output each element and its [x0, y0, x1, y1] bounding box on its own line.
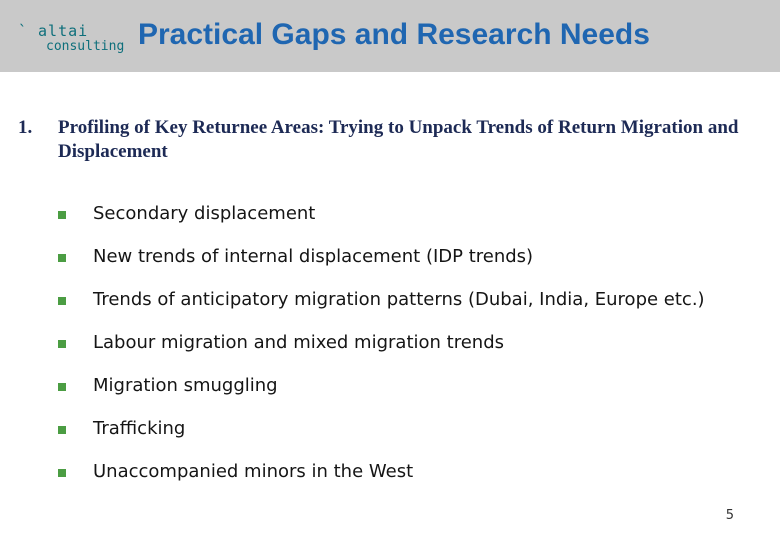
logo-top-row	[18, 24, 124, 40]
slide-title: Practical Gaps and Research Needs	[138, 18, 650, 51]
bullet-text: Labour migration and mixed migration trends	[93, 332, 505, 353]
bullet-list	[58, 192, 758, 493]
bullet-item	[58, 235, 758, 278]
bullet-item	[58, 450, 758, 493]
bullet-text: Unaccompanied minors in the West	[93, 461, 414, 482]
square-bullet-icon	[58, 340, 66, 348]
square-bullet-icon	[58, 254, 66, 262]
logo-brand-name: altai	[38, 22, 89, 40]
bullet-text: Trends of anticipatory migration patterns (Dubai, India, Europe etc.)	[93, 289, 705, 310]
header-bar	[0, 0, 780, 72]
bullet-item	[58, 407, 758, 450]
altai-consulting-logo	[18, 24, 124, 53]
square-bullet-icon	[58, 469, 66, 477]
logo-mark: `	[18, 22, 29, 40]
bullet-item	[58, 321, 758, 364]
bullet-item	[58, 364, 758, 407]
bullet-text: New trends of internal displacement (IDP trends)	[93, 246, 534, 267]
section-heading-row	[18, 116, 758, 164]
bullet-item	[58, 278, 758, 321]
square-bullet-icon	[58, 426, 66, 434]
logo-tagline: consulting	[46, 38, 125, 54]
square-bullet-icon	[58, 297, 66, 305]
section-heading	[18, 116, 758, 164]
square-bullet-icon	[58, 211, 66, 219]
bullet-text: Trafficking	[93, 418, 186, 439]
bullet-text: Migration smuggling	[93, 375, 278, 396]
bullet-text: Secondary displacement	[93, 203, 316, 224]
section-title: Profiling of Key Returnee Areas: Trying to Unpack Trends of Return Migration and Displacement	[58, 117, 739, 162]
section-number: 1.	[18, 117, 33, 138]
square-bullet-icon	[58, 383, 66, 391]
bullet-item	[58, 192, 758, 235]
page-number: 5	[725, 508, 734, 523]
